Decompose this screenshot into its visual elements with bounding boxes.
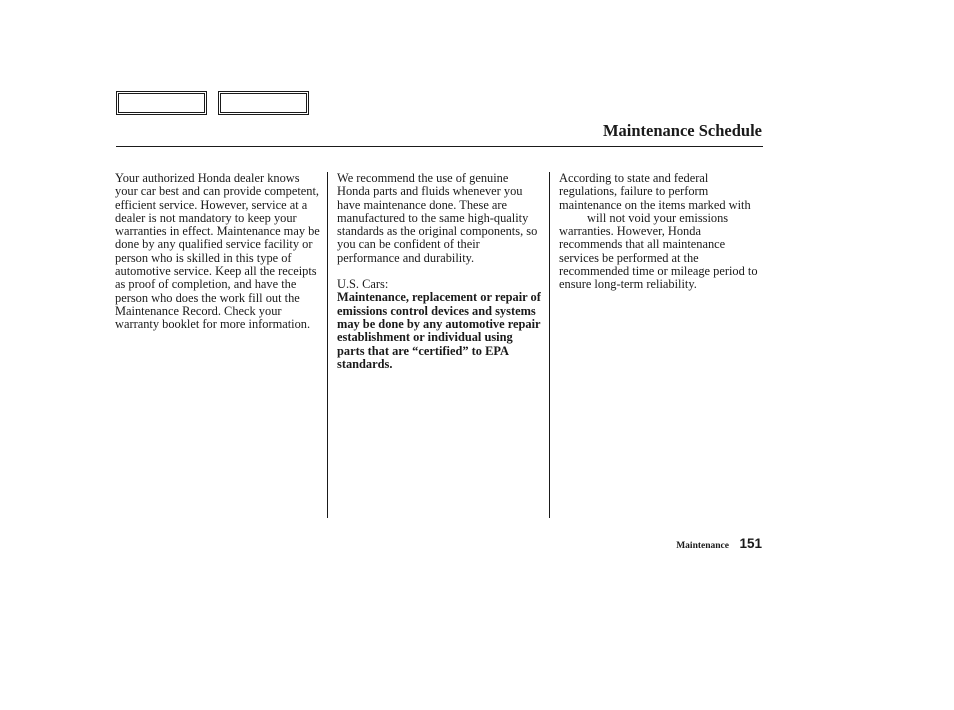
footer-section-name: Maintenance [676,541,729,551]
col1-paragraph: Your authorized Honda dealer knows your car best and can provide competent, efficient service. However, service at a dealer is not mandatory to keep your warranties in effect. Maintenance may be done by any qualified service facility or person who is skilled in this type of automotive service. Keep all the receipts as proof of completion, and have the person who does the work fill out the Maintenance Record. Check your warranty booklet for more information. [115,171,320,332]
col2-bold-paragraph: Maintenance, replacement or repair of emissions control devices and systems may be done by any automotive repair establishment or individual using parts that are “certified” to EPA standards. [337,290,541,371]
title-divider [116,146,763,147]
nav-button-next[interactable] [218,91,309,115]
column-divider-2 [549,172,550,518]
footer-page-number: 151 [739,536,762,551]
nav-button-previous[interactable] [116,91,207,115]
page-title: Maintenance Schedule [602,121,762,140]
column-3 [559,172,767,292]
column-divider-1 [327,172,328,518]
col3-text-before: According to state and federal regulations, failure to perform maintenance on the items marked with [559,171,751,212]
col3-paragraph [559,172,767,292]
col2-paragraph: We recommend the use of genuine Honda parts and fluids whenever you have maintenance done. These are manufactured to the same high-quality standards as the original components, so you can be confident of their performance and durability. [337,171,538,265]
col2-label-us-cars: U.S. Cars: [337,277,389,292]
column-1 [115,172,320,332]
col3-text-after: will not void your emissions warranties. However, Honda recommends that all maintenance services be performed at the recommended time or mileage period to ensure long-term reliability. [559,210,758,292]
column-2 [337,172,542,371]
